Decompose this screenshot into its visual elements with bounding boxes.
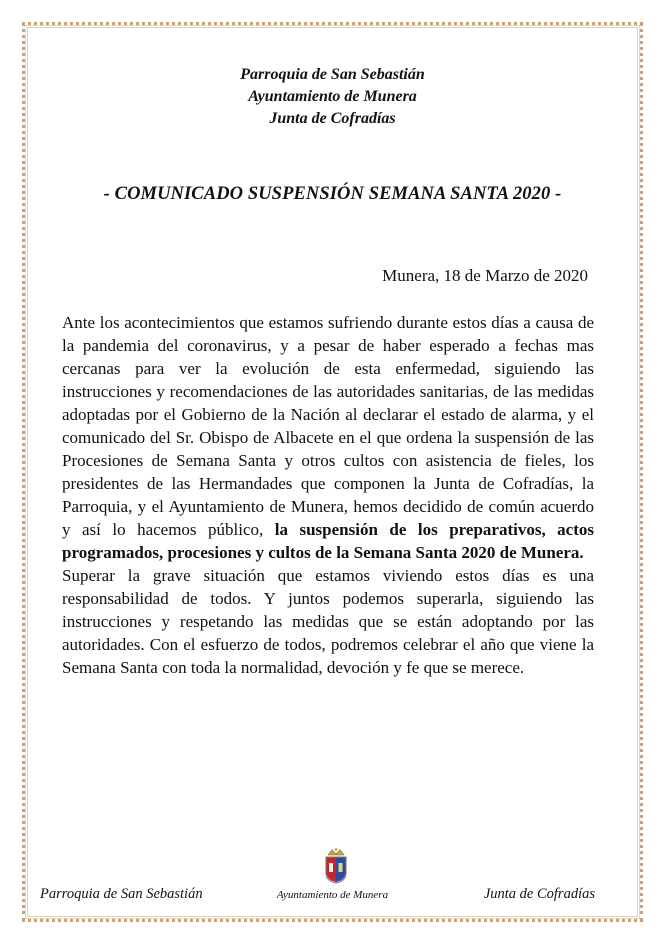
header-board: Junta de Cofradías — [269, 110, 396, 127]
document-body — [62, 311, 594, 679]
header-parish: Parroquia de San Sebastián — [240, 66, 425, 83]
footer-parish: Parroquia de San Sebastián — [40, 886, 203, 902]
header-council: Ayuntamiento de Munera — [248, 88, 417, 105]
document-title: - COMUNICADO SUSPENSIÓN SEMANA SANTA 2020 - — [103, 184, 562, 204]
document-date: Munera, 18 de Marzo de 2020 — [382, 266, 588, 285]
paragraph-1 — [62, 311, 594, 564]
paragraph-1-text: Ante los acontecimientos que estamos sufriendo durante estos días a causa de la pandemia del coronavirus, y a pesar de haber esperado a fechas mas cercanas para ver la evolución de esta enfermedad, siguiendo las instrucciones y recomendaciones de las autoridades sanitarias, de las medidas adoptadas por el Gobierno de la Nación al declarar el estado de alarma, y el comunicado del Sr. Obispo de Albacete en el que ordena la suspensión de las Procesiones de Semana Santa y otros cultos con asistencia de fieles, los presidentes de las Hermandades que componen la Junta de Cofradías, la Parroquia, y el Ayuntamiento de Munera, hemos decidido de común acuerdo y así lo hacemos público, — [62, 313, 594, 539]
footer-board: Junta de Cofradías — [483, 886, 595, 902]
letterhead — [0, 64, 665, 130]
paragraph-1-bold: la suspensión de los preparativos, actos programados, procesiones y cultos de la Semana Santa 2020 de Munera. — [62, 520, 595, 562]
paragraph-2: Superar la grave situación que estamos viviendo estos días es una responsabilidad de todos. Y juntos podemos superarla, siguiendo las instrucciones y respetando las medidas que se están adoptando por las autoridades. Con el esfuerzo de todos, podremos celebrar el año que viene la Semana Santa con toda la normalidad, devoción y fe que se merece. — [62, 566, 594, 677]
footer-council: Ayuntamiento de Munera — [276, 889, 389, 901]
coat-of-arms-icon — [323, 846, 349, 884]
